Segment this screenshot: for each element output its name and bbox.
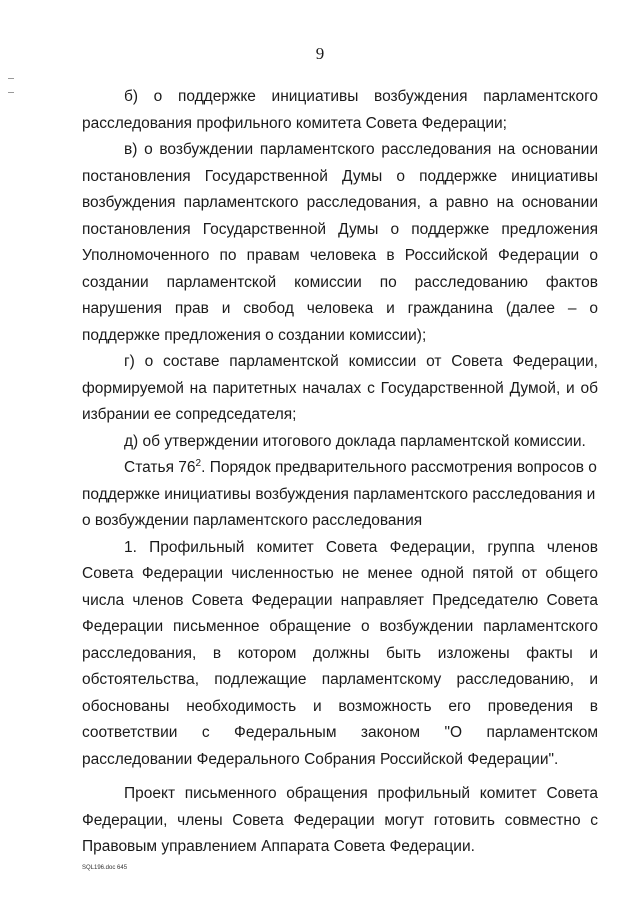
scan-mark: [8, 78, 14, 79]
footer-filename: SQL196.doc 645: [82, 865, 128, 871]
document-body: [82, 84, 598, 861]
paragraph-b: б) о поддержке инициативы возбуждения парламентского расследования профильного комитета Совета Федерации;: [82, 88, 598, 132]
paragraph-v: в) о возбуждении парламентского расследования на основании постановления Государственной Думы о поддержке инициативы возбуждения парламентского расследования, а равно на основании постановления Государственной Думы о поддержке предложения Уполномоченного по правам человека в Российской Федерации о создании парламентской комиссии по расследованию фактов нарушения прав и свобод человека и гражданина (далее – о поддержке предложения о создании комиссии);: [82, 141, 598, 344]
scan-mark: [8, 92, 14, 93]
article-title: . Порядок предварительного рассмотрения вопросов о поддержке инициативы возбуждения парламентского расследования и о возбуждении парламентского расследования: [82, 459, 597, 529]
article-heading: [82, 455, 598, 535]
paragraph-2: Проект письменного обращения профильный комитет Совета Федерации, члены Совета Федерации могут готовить совместно с Правовым управлением Аппарата Совета Федерации.: [82, 785, 598, 855]
page-number: 9: [315, 44, 325, 63]
paragraph-d: д) об утверждении итогового доклада парламентской комиссии.: [124, 432, 586, 450]
article-superscript: 2: [195, 457, 202, 469]
paragraph-1: 1. Профильный комитет Совета Федерации, группа членов Совета Федерации численностью не менее одной пятой от общего числа членов Совета Федерации направляет Председателю Совета Федерации письменное обращение о возбуждении парламентского расследования, в котором должны быть изложены факты и обстоятельства, подлежащие парламентскому расследованию, и обоснованы необходимость и возможность его проведения в соответствии с Федеральным законом "О парламентском расследовании Федерального Собрания Российской Федерации".: [82, 538, 598, 768]
article-prefix: Статья 76: [124, 459, 196, 476]
paragraph-g: г) о составе парламентской комиссии от Совета Федерации, формируемой на паритетных началах с Государственной Думой, и об избрании ее сопредседателя;: [82, 353, 598, 423]
